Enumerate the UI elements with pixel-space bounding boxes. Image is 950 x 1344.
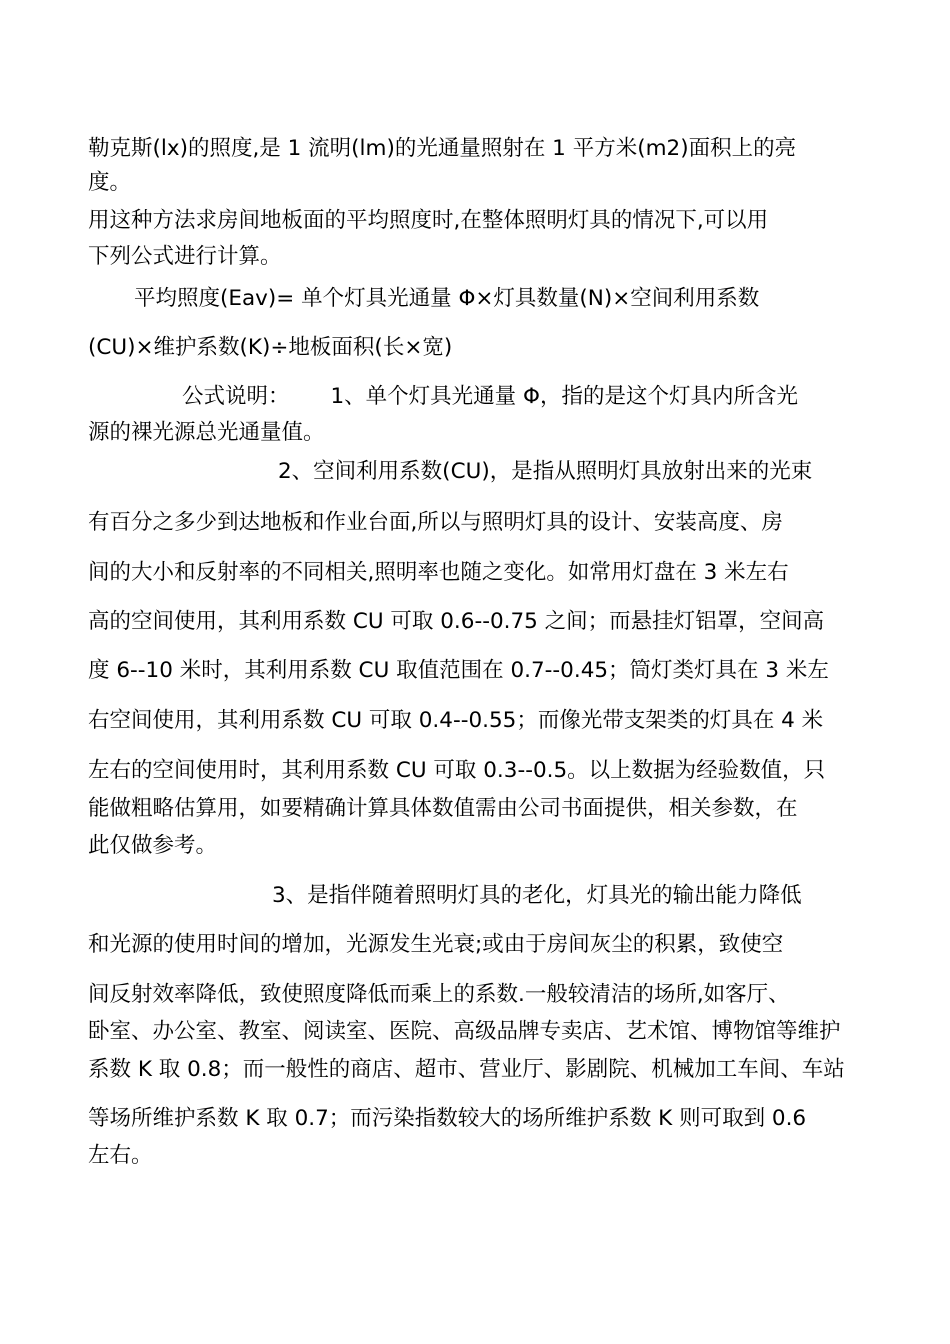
text-line: 度。: [88, 170, 132, 195]
text-line: 等场所维护系数 K 取 0.7；而污染指数较大的场所维护系数 K 则可取到 0.6: [88, 1106, 807, 1131]
text-line: 左右的空间使用时，其利用系数 CU 可取 0.3--0.5。以上数据为经验数值，只: [88, 758, 826, 783]
text-line: 此仅做参考。: [88, 833, 218, 858]
text-line: 系数 K 取 0.8；而一般性的商店、超市、营业厅、影剧院、机械加工车间、车站: [88, 1057, 845, 1082]
text-line: 有百分之多少到达地板和作业台面,所以与照明灯具的设计、安装高度、房: [88, 510, 783, 535]
text-line: 右空间使用，其利用系数 CU 可取 0.4--0.55；而像光带支架类的灯具在 4 米: [88, 708, 824, 733]
text-line: 用这种方法求房间地板面的平均照度时,在整体照明灯具的情况下,可以用: [88, 208, 769, 233]
text-line: 平均照度(Eav)= 单个灯具光通量 Φ×灯具数量(N)×空间利用系数: [134, 286, 760, 311]
text-line: 度 6--10 米时，其利用系数 CU 取值范围在 0.7--0.45；筒灯类灯具在 3 米左: [88, 658, 829, 683]
text-line: 卧室、办公室、教室、阅读室、医院、高级品牌专卖店、艺术馆、博物馆等维护: [88, 1019, 841, 1044]
text-line: 公式说明： 1、单个灯具光通量 Φ，指的是这个灯具内所含光: [182, 384, 798, 409]
text-line: 左右。: [88, 1143, 153, 1168]
text-line: 源的裸光源总光通量值。: [88, 420, 325, 445]
text-line: 能做粗略估算用，如要精确计算具体数值需由公司书面提供，相关参数，在: [88, 796, 798, 821]
text-line: 间反射效率降低，致使照度降低而乘上的系数.一般较清洁的场所,如客厅、: [88, 982, 790, 1007]
text-line: 2、空间利用系数(CU)，是指从照明灯具放射出来的光束: [278, 459, 813, 484]
text-line: 间的大小和反射率的不同相关,照明率也随之变化。如常用灯盘在 3 米左右: [88, 560, 789, 585]
text-line: 高的空间使用，其利用系数 CU 可取 0.6--0.75 之间；而悬挂灯铝罩，空间高: [88, 609, 825, 634]
text-line: 3、是指伴随着照明灯具的老化，灯具光的输出能力降低: [272, 883, 802, 908]
text-line: 下列公式进行计算。: [88, 244, 282, 269]
text-line: 勒克斯(lx)的照度,是 1 流明(lm)的光通量照射在 1 平方米(m2)面积上的亮: [88, 136, 797, 161]
text-line: 和光源的使用时间的增加，光源发生光衰;或由于房间灰尘的积累，致使空: [88, 932, 784, 957]
text-line: (CU)×维护系数(K)÷地板面积(长×宽): [88, 335, 453, 360]
